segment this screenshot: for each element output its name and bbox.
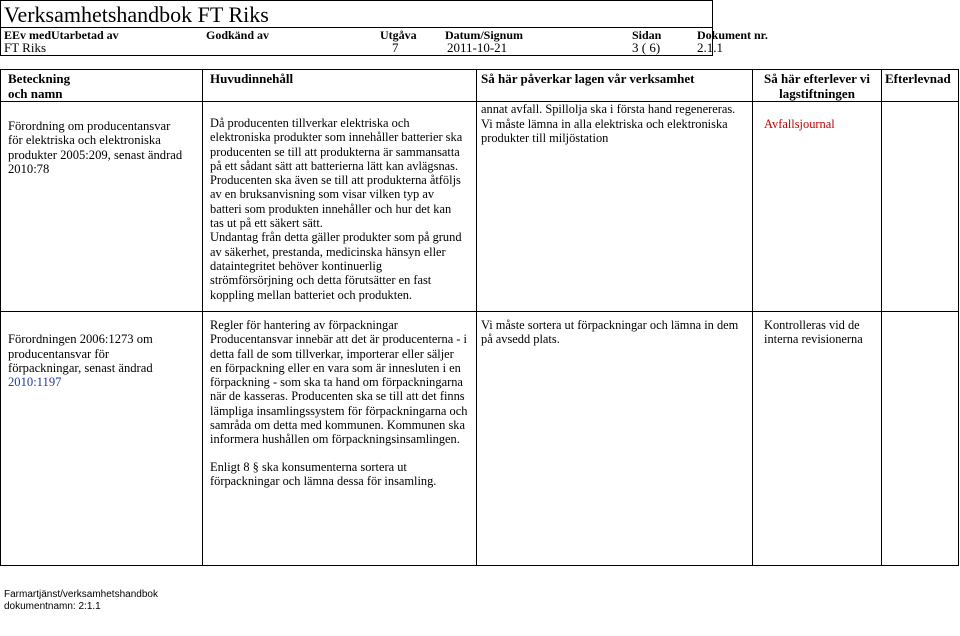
column-header-name: Beteckning och namn <box>8 71 71 101</box>
column-header-content: Huvudinnehåll <box>210 71 294 86</box>
header-label-date: Datum/Signum <box>445 28 524 42</box>
row1-compliance-link[interactable]: Avfallsjournal <box>764 117 835 131</box>
footer-line-1: Farmartjänst/verksamhetshandbok <box>4 589 158 600</box>
table-header-divider <box>0 101 959 102</box>
column-header-status: Efterlevnad <box>885 71 951 86</box>
row2-main-content: Regler för hantering av förpackningar Producentansvar innebär att det är producenterna - i detta fall de som tillverkar, importerar eller säljer en förpackning eller en vara som är innesluten i en förpackning - som ska ta hand om förpackningarna när de kasseras. Producenten ska se till att det finns lämpliga insamlingssystem för förpackningarna och samråda om detta med kommunen. Kommunen ska informera hushållen om förpackningsinsamlingen. <box>210 318 468 447</box>
column-divider-1 <box>202 69 203 565</box>
document-title: Verksamhetshandbok FT Riks <box>4 2 269 27</box>
header-label-author: EEv medUtarbetad av <box>4 28 119 42</box>
row1-regulation-name: Förordning om producentansvar för elektriska och elektroniska produkter 2005:209, senast ändrad 2010:78 <box>8 119 183 176</box>
row2-compliance: Kontrolleras vid de interna revisionerna <box>764 318 863 347</box>
header-value-page: 3 ( 6) <box>632 40 661 55</box>
footer-line-2: dokumentnamn: 2:1.1 <box>4 601 101 612</box>
row2-amendment-ref: 2010:1197 <box>8 375 62 390</box>
row1-main-content: Då producenten tillverkar elektriska och elektroniska produkter som innehåller batterier ska producenten se till att produkterna är sammansatta på ett sådant sätt att batterierna lätt kan avlägsnas. Producenten ska även se till att produkterna åtföljs av en bruksanvisning som visar vilken typ av batteri som produkten innehåller och hur det kan tas ut på ett säkert sätt. Undantag från detta gäller produkter som på grund av säkerhet, prestanda, medicinska hänsyn eller dataintegritet behöver kontinuerlig strömförsörjning och detta förutsätter en fast koppling mellan batteriet och produkten. <box>210 116 463 302</box>
table-row-divider <box>0 311 959 312</box>
header-value-docnr: 2.1.1 <box>697 40 723 55</box>
header-label-edition: Utgåva <box>380 28 417 42</box>
row2-main-content-extra: Enligt 8 § ska konsumenterna sortera ut förpackningar och lämna dessa för insamling. <box>210 460 437 489</box>
header-label-approved: Godkänd av <box>206 28 270 42</box>
header-value-author: FT Riks <box>4 40 47 55</box>
row2-impact: Vi måste sortera ut förpackningar och lämna in dem på avsedd plats. <box>481 318 739 347</box>
row1-impact: Vi måste lämna in alla elektriska och elektroniska produkter till miljöstation <box>481 117 728 146</box>
header-label-page: Sidan <box>632 28 662 42</box>
table-left-border <box>0 69 1 565</box>
row2-regulation-title: Förordningen 2006:1273 om producentansvar för förpackningar, senast ändrad <box>8 332 153 375</box>
page-footer <box>4 589 158 613</box>
carryover-text: annat avfall. Spillolja ska i första hand regenereras. <box>481 102 736 116</box>
column-divider-3 <box>752 69 753 565</box>
column-divider-2 <box>476 69 477 565</box>
row2-regulation-name <box>8 318 153 404</box>
header-value-date: 2011-10-21 <box>447 40 508 55</box>
table-top-border <box>0 69 959 70</box>
header-value-edition: 7 <box>392 40 399 55</box>
column-header-impact: Så här påverkar lagen vår verksamhet <box>481 71 695 86</box>
column-header-compliance: Så här efterlever vi lagstiftningen <box>763 71 870 101</box>
column-divider-4 <box>881 69 882 565</box>
table-right-border <box>958 69 959 565</box>
header-label-docnr: Dokument nr. <box>697 28 768 42</box>
table-bottom-border <box>0 565 959 566</box>
